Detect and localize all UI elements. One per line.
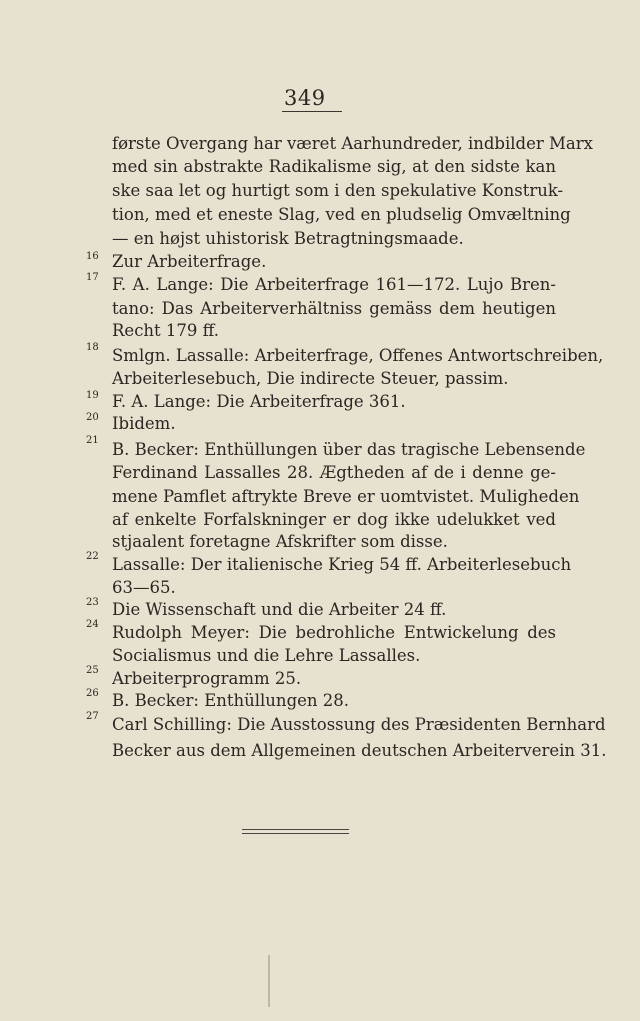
note-line: F. A. Lange: Die Arbeiterfrage 361. <box>112 392 406 411</box>
note-line: Ibidem. <box>112 414 176 433</box>
note-line: Becker aus dem Allgemeinen deutschen Arbeiterverein 31. <box>112 741 607 760</box>
note-number: 27 <box>86 711 99 722</box>
text-line: — en højst uhistorisk Betragtningsmaade. <box>112 229 464 248</box>
note-number: 19 <box>86 390 99 401</box>
note-line: stjaalent foretagne Afskrifter som disse. <box>112 532 448 551</box>
note-line: Zur Arbeiterfrage. <box>112 252 267 271</box>
end-rule <box>242 829 349 830</box>
note-line: Die Wissenschaft und die Arbeiter 24 ff. <box>112 600 447 619</box>
note-number: 26 <box>86 688 99 699</box>
note-line: tano: Das Arbeiterverhältniss gemäss dem heutigen <box>112 299 556 318</box>
page-number-underline <box>282 111 342 112</box>
note-number: 16 <box>86 251 99 262</box>
note-number: 24 <box>86 619 99 630</box>
note-line: Arbeiterlesebuch, Die indirecte Steuer, passim. <box>112 369 509 388</box>
note-number: 21 <box>86 435 99 446</box>
note-line: B. Becker: Enthüllungen 28. <box>112 691 350 710</box>
note-line: B. Becker: Enthüllungen über das tragische Lebensende <box>112 440 586 459</box>
note-line: mene Pamflet aftrykte Breve er uomtvistet. Muligheden <box>112 487 580 506</box>
note-line: F. A. Lange: Die Arbeiterfrage 161—172. Lujo Bren- <box>112 275 556 294</box>
note-line: Recht 179 ff. <box>112 321 220 340</box>
note-line: Socialismus und die Lehre Lassalles. <box>112 646 421 665</box>
note-line: Arbeiterprogramm 25. <box>112 669 302 688</box>
note-number: 18 <box>86 342 99 353</box>
note-number: 17 <box>86 272 99 283</box>
text-line: ske saa let og hurtigt som i den spekulative Konstruk- <box>112 181 564 200</box>
note-line: Carl Schilling: Die Ausstossung des Præsidenten Bernhard <box>112 715 606 734</box>
note-line: 63—65. <box>112 578 176 597</box>
note-number: 20 <box>86 412 99 423</box>
text-line: tion, med et eneste Slag, ved en pludselig Omvæltning <box>112 205 571 224</box>
note-line: af enkelte Forfalskninger er dog ikke udelukket ved <box>112 510 556 529</box>
note-number: 23 <box>86 597 99 608</box>
note-line: Rudolph Meyer: Die bedrohliche Entwickelung des <box>112 623 556 642</box>
page-number: 349 <box>284 86 326 110</box>
margin-mark <box>268 955 270 1007</box>
note-line: Lassalle: Der italienische Krieg 54 ff. Arbeiterlesebuch <box>112 555 572 574</box>
end-rule <box>242 833 349 834</box>
note-line: Ferdinand Lassalles 28. Ægtheden af de i denne ge- <box>112 463 556 482</box>
text-line: med sin abstrakte Radikalisme sig, at den sidste kan <box>112 157 556 176</box>
note-number: 25 <box>86 665 99 676</box>
text-line: første Overgang har været Aarhundreder, indbilder Marx <box>112 134 593 153</box>
note-number: 22 <box>86 551 99 562</box>
note-line: Smlgn. Lassalle: Arbeiterfrage, Offenes Antwortschreiben, <box>112 346 604 365</box>
